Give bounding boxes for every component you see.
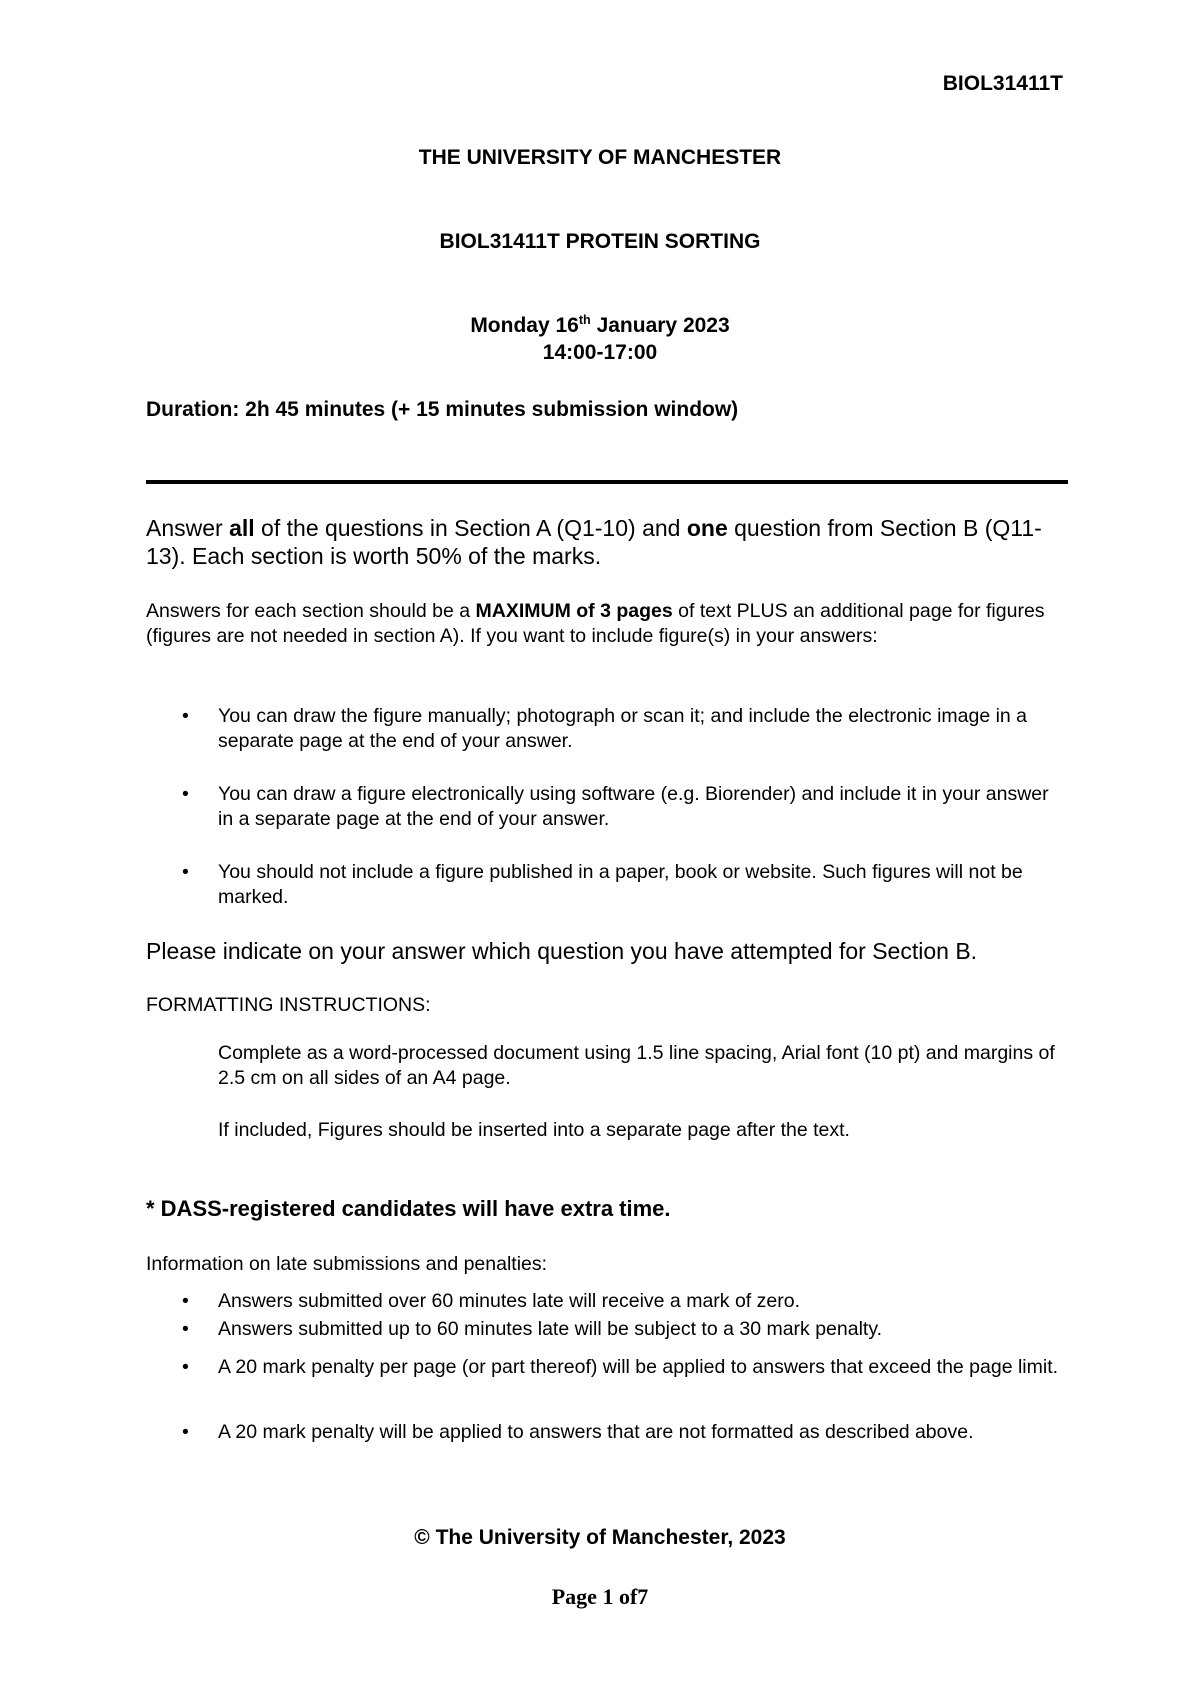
list-item: • You should not include a figure published in a paper, book or website. Such figures will not be marked.: [182, 861, 1023, 908]
dass-note: * DASS-registered candidates will have extra time.: [146, 1196, 671, 1221]
bullet-icon: •: [182, 1356, 189, 1378]
late-heading: Information on late submissions and penalties:: [146, 1253, 548, 1275]
bullet-icon: •: [182, 1318, 189, 1340]
exam-date: Monday 16th January 2023: [470, 313, 730, 337]
duration: Duration: 2h 45 minutes (+ 15 minutes submission window): [146, 398, 739, 421]
divider: [146, 480, 1068, 484]
bullet-icon: •: [182, 783, 189, 805]
formatting-instruction: Complete as a word-processed document using 1.5 line spacing, Arial font (10 pt) and margins of 2.5 cm on all sides of an A4 page.: [218, 1042, 1055, 1089]
page-limit-instructions: Answers for each section should be a MAXIMUM of 3 pages of text PLUS an additional page for figures (figures are not needed in section A). If you want to include figure(s) in your answers:: [146, 600, 1045, 647]
course-title: BIOL31411T PROTEIN SORTING: [439, 230, 761, 253]
list-item: • Answers submitted up to 60 minutes late will be subject to a 30 mark penalty.: [182, 1318, 883, 1340]
bullet-icon: •: [182, 861, 189, 883]
exam-time: 14:00-17:00: [542, 341, 658, 364]
course-code-header: BIOL31411T: [942, 72, 1063, 95]
list-item: • You can draw a figure electronically using software (e.g. Biorender) and include it in your answer in a separate page at the end of your answer.: [182, 783, 1049, 830]
bullet-icon: •: [182, 705, 189, 727]
formatting-instruction: If included, Figures should be inserted into a separate page after the text.: [218, 1119, 850, 1141]
formatting-heading: FORMATTING INSTRUCTIONS:: [146, 994, 431, 1016]
bullet-icon: •: [182, 1290, 189, 1312]
bullet-icon: •: [182, 1421, 189, 1443]
list-item: • A 20 mark penalty will be applied to answers that are not formatted as described above.: [182, 1421, 974, 1443]
list-item: • Answers submitted over 60 minutes late will receive a mark of zero.: [182, 1290, 800, 1312]
copyright: © The University of Manchester, 2023: [414, 1526, 786, 1549]
answer-instructions: Answer all of the questions in Section A (Q1-10) and one question from Section B (Q11-13). Each section is worth 50% of the marks.: [146, 515, 1042, 569]
list-item: • A 20 mark penalty per page (or part thereof) will be applied to answers that exceed the page limit.: [182, 1356, 1059, 1378]
section-b-indicate: Please indicate on your answer which question you have attempted for Section B.: [146, 938, 978, 964]
page-number: Page 1 of7: [551, 1584, 649, 1609]
list-item: • You can draw the figure manually; photograph or scan it; and include the electronic image in a separate page at the end of your answer.: [182, 705, 1028, 752]
university-title: THE UNIVERSITY OF MANCHESTER: [418, 146, 782, 169]
